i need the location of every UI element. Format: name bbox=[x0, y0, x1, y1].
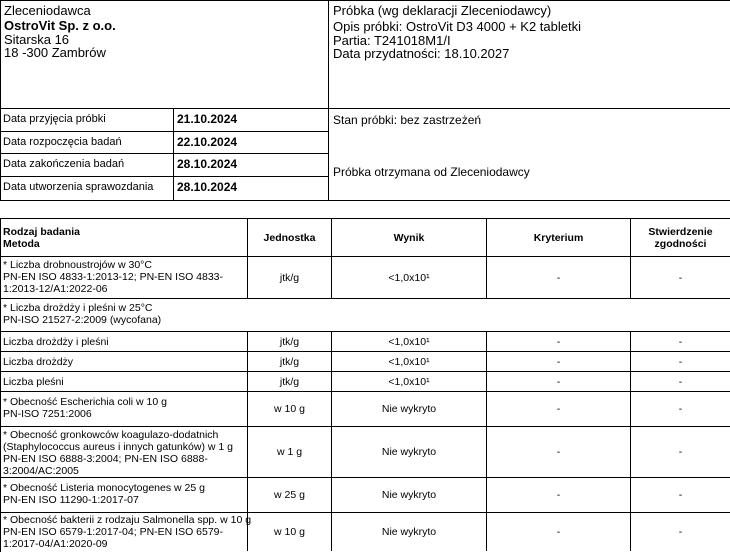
row-criterion: - bbox=[556, 271, 561, 284]
row-result: Nie wykryto bbox=[381, 446, 437, 458]
date-label: Data utworzenia sprawozdania bbox=[3, 181, 154, 193]
row-conformity: - bbox=[678, 489, 683, 501]
row-test: * Liczba drobnoustrojów w 30°C PN-EN ISO 4833-1:2013-12; PN-EN ISO 4833- 1:2013-12/A1:2022-06 bbox=[3, 259, 224, 295]
header-test: Rodzaj badania Metoda bbox=[3, 226, 81, 250]
dates-row-line bbox=[0, 153, 329, 154]
dates-top-line bbox=[0, 108, 730, 109]
row-unit: jtk/g bbox=[279, 271, 300, 284]
row-criterion: - bbox=[556, 403, 561, 415]
client-heading: Zleceniodawca bbox=[4, 3, 91, 18]
row-criterion: - bbox=[556, 375, 561, 388]
client-name: OstroVit Sp. z o.o. bbox=[4, 18, 116, 33]
dates-divider bbox=[173, 108, 174, 201]
row-criterion: - bbox=[556, 489, 561, 501]
header-unit: Jednostka bbox=[263, 231, 316, 244]
row-conformity: - bbox=[678, 271, 683, 284]
row-result: <1,0x10¹ bbox=[388, 375, 430, 388]
row-result: <1,0x10¹ bbox=[388, 355, 430, 368]
sample-expiry: Data przydatności: 18.10.2027 bbox=[333, 46, 510, 61]
row-unit: jtk/g bbox=[279, 375, 300, 388]
row-unit: w 25 g bbox=[274, 489, 305, 501]
row-line bbox=[0, 298, 730, 299]
row-unit: jtk/g bbox=[279, 335, 300, 348]
row-conformity: - bbox=[678, 355, 683, 368]
header-criterion: Kryterium bbox=[533, 231, 584, 244]
row-result: Nie wykryto bbox=[381, 525, 437, 538]
row-conformity: - bbox=[678, 335, 683, 348]
row-criterion: - bbox=[556, 335, 561, 348]
date-value: 21.10.2024 bbox=[177, 112, 238, 126]
row-test: * Obecność Escherichia coli w 10 g PN-ISO 7251:2006 bbox=[3, 396, 167, 420]
date-label: Data przyjęcia próbki bbox=[3, 113, 106, 125]
row-test: Liczba pleśni bbox=[3, 376, 64, 388]
dates-row-line bbox=[0, 176, 329, 177]
row-test: Liczba drożdży bbox=[3, 356, 74, 368]
row-result: Nie wykryto bbox=[381, 489, 437, 501]
row-criterion: - bbox=[556, 355, 561, 368]
row-test: * Obecność gronkowców koagulazo-dodatnich (Staphylococcus aureus i innych gatunków) w 1 g PN-EN ISO 6888-3:2004; PN-EN ISO 6888- 3:2004/AC:2005 bbox=[3, 429, 233, 477]
client-city: 18 -300 Zambrów bbox=[4, 45, 106, 60]
date-label: Data zakończenia badań bbox=[3, 158, 125, 170]
client-street: Sitarska 16 bbox=[4, 32, 70, 47]
row-test: Liczba drożdży i pleśni bbox=[3, 336, 109, 348]
row-conformity: - bbox=[678, 403, 683, 415]
date-label: Data rozpoczęcia badań bbox=[3, 136, 122, 148]
row-test: * Obecność bakterii z rodzaju Salmonella spp. w 10 g PN-EN ISO 6579-1:2017-04; PN-EN ISO 6579- 1:2017-04/A1:2020-09 bbox=[3, 514, 252, 550]
row-criterion: - bbox=[556, 525, 561, 538]
sample-description: Opis próbki: OstroVit D3 4000 + K2 tabletki bbox=[333, 19, 581, 34]
row-unit: w 10 g bbox=[274, 525, 305, 538]
dates-row-line bbox=[0, 131, 329, 132]
row-test: * Liczba drożdży i pleśni w 25°C PN-ISO 21527-2:2009 (wycofana) bbox=[3, 302, 162, 326]
sample-condition: Stan próbki: bez zastrzeżeń bbox=[333, 113, 482, 127]
row-unit: w 1 g bbox=[276, 446, 303, 458]
row-conformity: - bbox=[678, 375, 683, 388]
row-conformity: - bbox=[678, 525, 683, 538]
sample-heading: Próbka (wg deklaracji Zleceniodawcy) bbox=[333, 3, 552, 18]
row-conformity: - bbox=[678, 446, 683, 458]
row-test: * Obecność Listeria monocytogenes w 25 g PN-EN ISO 11290-1:2017-07 bbox=[3, 482, 205, 506]
row-criterion: - bbox=[556, 446, 561, 458]
sample-batch: Partia: T241018M1/I bbox=[333, 33, 451, 48]
row-result: Nie wykryto bbox=[381, 403, 437, 415]
header-conformity: Stwierdzenie zgodności bbox=[648, 225, 713, 250]
header-divider bbox=[328, 0, 329, 201]
row-unit: jtk/g bbox=[279, 355, 300, 368]
header-result: Wynik bbox=[393, 231, 425, 244]
row-result: <1,0x10¹ bbox=[388, 335, 430, 348]
date-value: 28.10.2024 bbox=[177, 180, 238, 194]
row-result: <1,0x10¹ bbox=[388, 271, 430, 284]
date-value: 22.10.2024 bbox=[177, 135, 238, 149]
sample-received: Próbka otrzymana od Zleceniodawcy bbox=[333, 165, 530, 179]
row-unit: w 10 g bbox=[274, 403, 305, 415]
date-value: 28.10.2024 bbox=[177, 157, 238, 171]
table-left-line bbox=[0, 218, 1, 552]
